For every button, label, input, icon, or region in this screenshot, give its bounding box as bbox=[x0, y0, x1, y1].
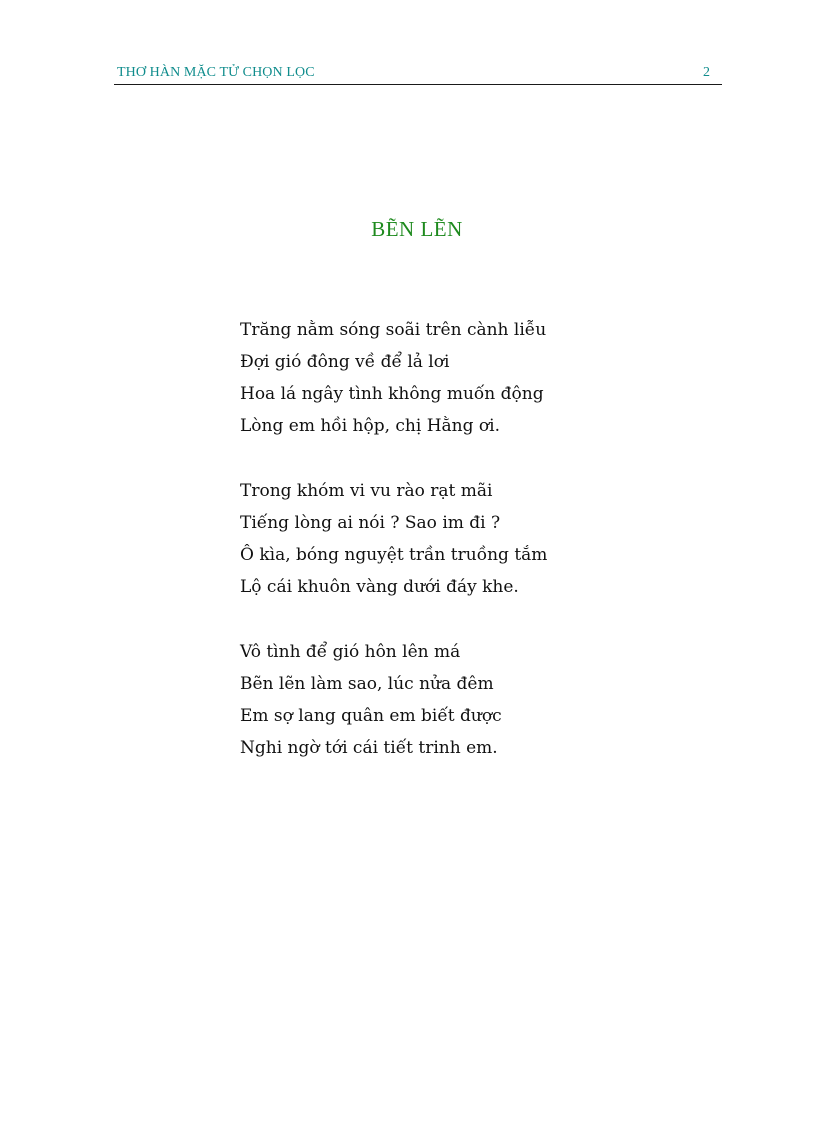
poem-line: Hoa lá ngây tình không muốn động bbox=[240, 384, 544, 404]
poem-line: Em sợ lang quân em biết được bbox=[240, 706, 502, 726]
poem-line: Vô tình để gió hôn lên má bbox=[240, 642, 461, 662]
header-title: THƠ HÀN MẶC TỬ CHỌN LỌC bbox=[117, 65, 315, 80]
stanza-2 bbox=[240, 475, 740, 603]
stanza-3 bbox=[240, 636, 740, 764]
poem-line: Đợi gió đông về để lả lơi bbox=[240, 352, 450, 372]
poem-body bbox=[240, 314, 740, 797]
page-number: 2 bbox=[703, 65, 710, 80]
stanza-1 bbox=[240, 314, 740, 442]
poem-line: Tiếng lòng ai nói ? Sao im đi ? bbox=[240, 513, 501, 533]
poem-line: Trăng nằm sóng soãi trên cành liễu bbox=[240, 320, 547, 340]
poem-line: Nghi ngờ tới cái tiết trinh em. bbox=[240, 738, 498, 758]
poem-line: Trong khóm vi vu rào rạt mãi bbox=[240, 481, 493, 501]
page-header bbox=[114, 62, 722, 85]
poem-line: Lòng em hồi hộp, chị Hằng ơi. bbox=[240, 416, 500, 436]
poem-line: Lộ cái khuôn vàng dưới đáy khe. bbox=[240, 577, 519, 597]
poem-line: Bẽn lẽn làm sao, lúc nửa đêm bbox=[240, 674, 494, 694]
poem-title: BẼN LẼN bbox=[371, 217, 463, 241]
poem-line: Ô kìa, bóng nguyệt trần truồng tắm bbox=[240, 545, 548, 565]
